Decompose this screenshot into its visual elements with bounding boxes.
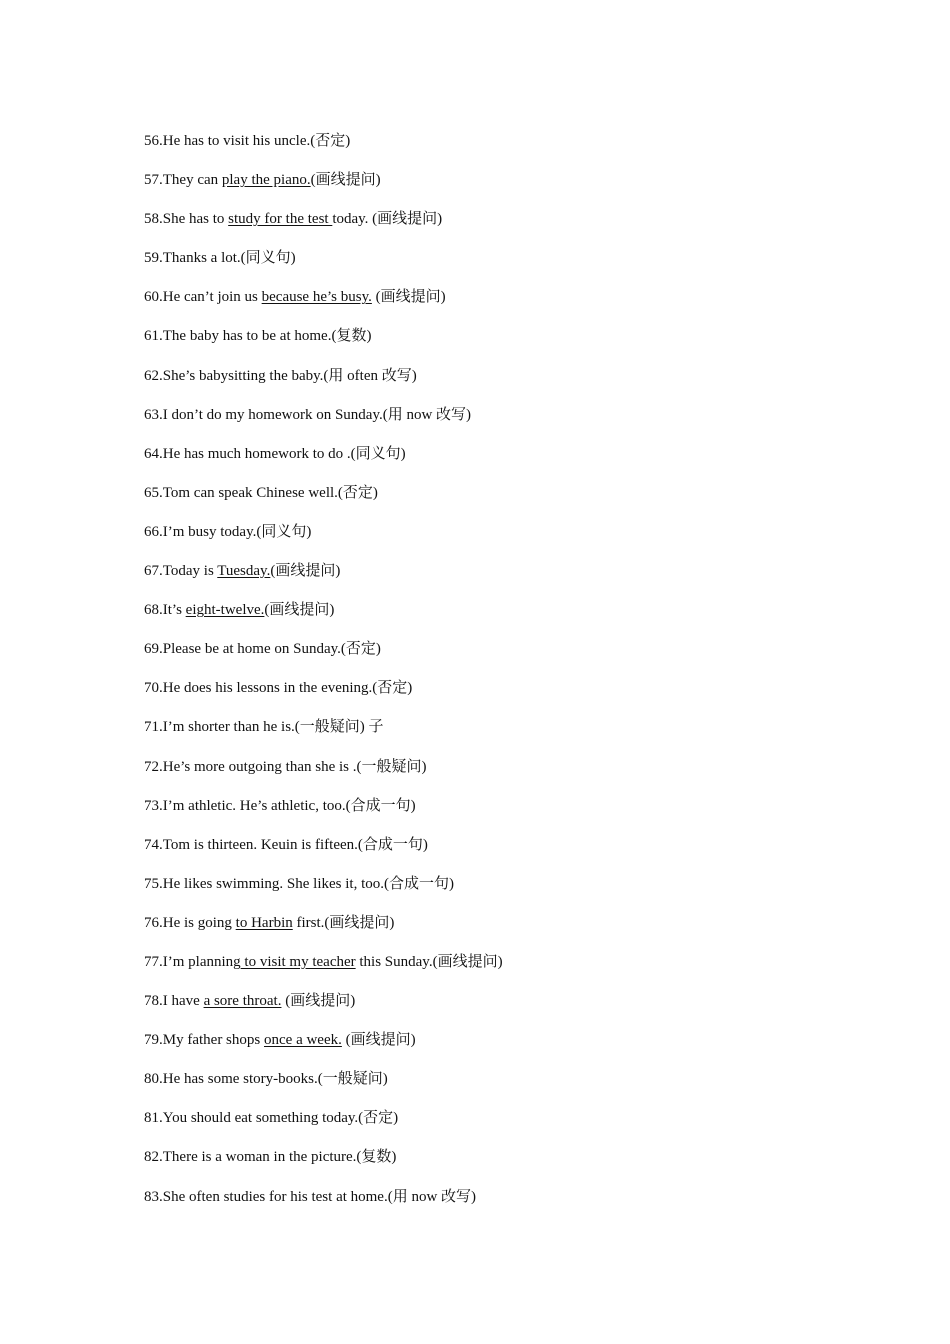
exercise-item (144, 206, 904, 245)
sentence-text: this Sunday.(画线提问) (355, 953, 503, 970)
exercise-item (144, 793, 904, 832)
underlined-phrase: play the piano. (221, 172, 311, 189)
sentence-text: (画线提问) (264, 602, 335, 619)
sentence-text: 65.Tom can speak Chinese well.(否定) (144, 484, 378, 501)
exercise-item (144, 363, 904, 402)
underlined-phrase: because he’s busy. (261, 289, 372, 306)
sentence-text: 81.You should eat something today.(否定) (144, 1110, 399, 1127)
sentence-text: today. (画线提问) (332, 211, 443, 228)
sentence-text: 71.I’m shorter than he is.(一般疑问) 子 (144, 719, 384, 736)
exercise-item (144, 597, 904, 636)
underlined-phrase: to visit my teacher (240, 953, 356, 970)
underlined-phrase: study for the test (228, 211, 333, 228)
underlined-phrase: Tuesday. (217, 563, 271, 580)
exercise-item (144, 1066, 904, 1105)
exercise-item (144, 871, 904, 910)
exercise-list (144, 128, 904, 1223)
sentence-text: 80.He has some story-books.(一般疑问) (144, 1071, 388, 1088)
sentence-text: (画线提问) (341, 1032, 416, 1049)
exercise-item (144, 754, 904, 793)
exercise-item (144, 323, 904, 362)
sentence-text: 61.The baby has to be at home.(复数) (144, 328, 372, 345)
sentence-text: 62.She’s babysitting the baby.(用 often 改写) (144, 367, 417, 384)
exercise-item (144, 714, 904, 753)
underlined-phrase: to Harbin (235, 914, 293, 931)
sentence-text: 66.I’m busy today.(同义句) (144, 523, 312, 540)
sentence-text: (画线提问) (281, 993, 356, 1010)
sentence-text: (画线提问) (371, 289, 446, 306)
exercise-item (144, 910, 904, 949)
sentence-text: 79.My father shops (144, 1032, 264, 1049)
sentence-text: 69.Please be at home on Sunday.(否定) (144, 641, 381, 658)
sentence-text: 67.Today is (144, 563, 218, 580)
exercise-item (144, 1144, 904, 1183)
exercise-item (144, 558, 904, 597)
sentence-text: 59.Thanks a lot.(同义句) (144, 250, 296, 267)
exercise-item (144, 519, 904, 558)
sentence-text: 70.He does his lessons in the evening.(否定) (144, 680, 413, 697)
sentence-text: 63.I don’t do my homework on Sunday.(用 now 改写) (144, 406, 472, 423)
sentence-text: 83.She often studies for his test at home.(用 now 改写) (144, 1188, 477, 1205)
exercise-item (144, 1184, 904, 1223)
sentence-text: 57.They can (144, 172, 222, 189)
sentence-text: 72.He’s more outgoing than she is .(一般疑问) (144, 758, 427, 775)
sentence-text: 73.I’m athletic. He’s athletic, too.(合成一句) (144, 797, 416, 814)
sentence-text: 82.There is a woman in the picture.(复数) (144, 1149, 397, 1166)
exercise-item (144, 949, 904, 988)
sentence-text: 76.He is going (144, 914, 236, 931)
sentence-text: 68.It’s (144, 602, 186, 619)
sentence-text: 58.She has to (144, 211, 229, 228)
exercise-item (144, 1105, 904, 1144)
exercise-item (144, 284, 904, 323)
exercise-item (144, 441, 904, 480)
underlined-phrase: once a week. (264, 1032, 342, 1049)
exercise-item (144, 675, 904, 714)
exercise-item (144, 636, 904, 675)
sentence-text: 78.I have (144, 993, 204, 1010)
exercise-item (144, 245, 904, 284)
exercise-item (144, 1027, 904, 1066)
underlined-phrase: eight-twelve. (185, 602, 265, 619)
sentence-text: 74.Tom is thirteen. Keuin is fifteen.(合成一句) (144, 836, 428, 853)
sentence-text: 60.He can’t join us (144, 289, 262, 306)
exercise-item (144, 402, 904, 441)
sentence-text: (画线提问) (310, 172, 381, 189)
exercise-item (144, 832, 904, 871)
exercise-item (144, 167, 904, 206)
exercise-item (144, 128, 904, 167)
sentence-text: (画线提问) (270, 563, 341, 580)
exercise-item (144, 480, 904, 519)
sentence-text: 56.He has to visit his uncle.(否定) (144, 133, 351, 149)
underlined-phrase: a sore throat. (203, 993, 282, 1010)
sentence-text: first.(画线提问) (292, 914, 395, 931)
sentence-text: 75.He likes swimming. She likes it, too.(合成一句) (144, 875, 454, 892)
sentence-text: 77.I’m planning (144, 953, 241, 970)
sentence-text: 64.He has much homework to do .(同义句) (144, 445, 406, 462)
exercise-item (144, 988, 904, 1027)
